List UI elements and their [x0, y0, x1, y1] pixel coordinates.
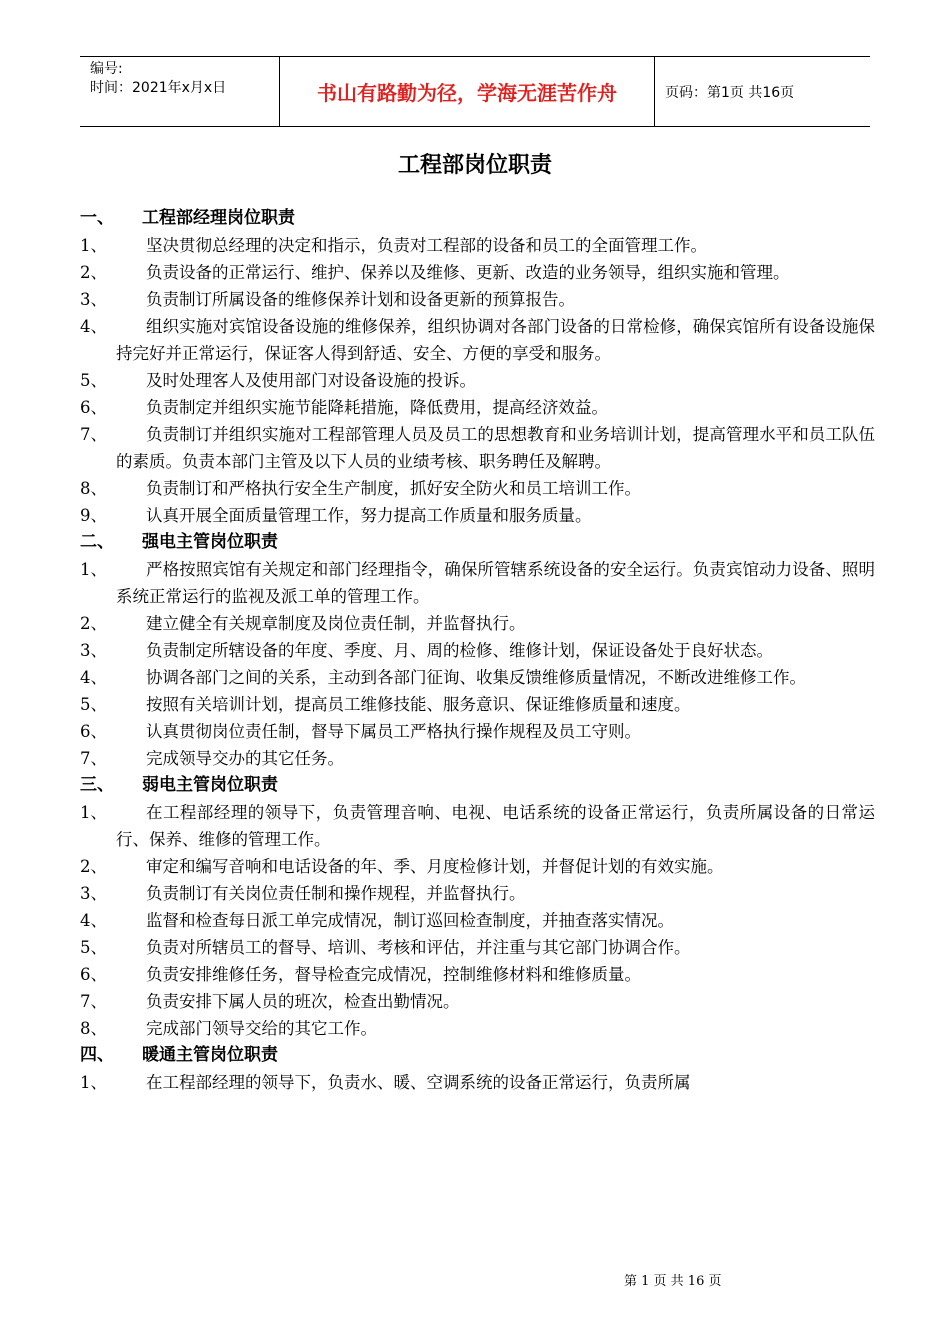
list-item-text: 组织实施对宾馆设备设施的维修保养，组织协调对各部门设备的日常检修，确保宾馆所有设备设施保持完好并正常运行，保证客人得到舒适、安全、方便的享受和服务。 — [116, 317, 875, 363]
list-item-text: 认真开展全面质量管理工作，努力提高工作质量和服务质量。 — [146, 506, 592, 525]
section-heading — [80, 772, 875, 799]
list-item-text: 认真贯彻岗位责任制，督导下属员工严格执行操作规程及员工守则。 — [146, 722, 641, 741]
list-item-number: 7、 — [80, 749, 107, 768]
list-item-text: 负责安排维修任务，督导检查完成情况，控制维修材料和维修质量。 — [146, 965, 641, 984]
list-item-number: 1、 — [80, 560, 107, 579]
list-item-number: 7、 — [80, 425, 107, 444]
list-item — [80, 907, 875, 934]
list-item-number: 4、 — [80, 317, 107, 336]
list-item-number: 8、 — [80, 479, 107, 498]
list-item — [80, 475, 875, 502]
list-item-number: 7、 — [80, 992, 107, 1011]
section-heading — [80, 205, 875, 232]
list-item-text: 负责制订有关岗位责任制和操作规程，并监督执行。 — [146, 884, 526, 903]
list-item — [80, 259, 875, 286]
list-item-number: 5、 — [80, 938, 107, 957]
list-item-number: 6、 — [80, 722, 107, 741]
section-title: 弱电主管岗位职责 — [142, 775, 278, 795]
header-page-info: 页码：第1页 共16页 — [665, 84, 795, 101]
list-item-text: 负责安排下属人员的班次，检查出勤情况。 — [146, 992, 460, 1011]
list-item-text: 监督和检查每日派工单完成情况，制订巡回检查制度，并抽查落实情况。 — [146, 911, 674, 930]
list-item-number: 8、 — [80, 1019, 107, 1038]
section-title: 工程部经理岗位职责 — [142, 208, 295, 228]
list-item-number: 6、 — [80, 965, 107, 984]
list-item-text: 负责制订并组织实施对工程部管理人员及员工的思想教育和业务培训计划，提高管理水平和员工队伍的素质。负责本部门主管及以下人员的业绩考核、职务聘任及解聘。 — [116, 425, 875, 471]
list-item — [80, 691, 875, 718]
list-item-number: 2、 — [80, 614, 107, 633]
list-item-text: 负责制定并组织实施节能降耗措施，降低费用，提高经济效益。 — [146, 398, 608, 417]
list-item-number: 5、 — [80, 371, 107, 390]
list-item-text: 在工程部经理的领导下，负责水、暖、空调系统的设备正常运行，负责所属 — [146, 1073, 691, 1092]
list-item — [80, 934, 875, 961]
document-title: 工程部岗位职责 — [397, 153, 552, 178]
header-meta — [80, 57, 280, 126]
list-item-number: 3、 — [80, 884, 107, 903]
document-time-label: 时间：2021年x月x日 — [90, 80, 227, 96]
list-item-text: 严格按照宾馆有关规定和部门经理指令，确保所管辖系统设备的安全运行。负责宾馆动力设备、照明系统正常运行的监视及派工单的管理工作。 — [116, 560, 875, 606]
list-item — [80, 610, 875, 637]
list-item — [80, 745, 875, 772]
header-motto: 书山有路勤为径，学海无涯苦作舟 — [280, 57, 655, 126]
list-item-text: 负责对所辖员工的督导、培训、考核和评估，并注重与其它部门协调合作。 — [146, 938, 691, 957]
list-item — [80, 1069, 875, 1096]
list-item — [80, 367, 875, 394]
section-heading — [80, 529, 875, 556]
list-item — [80, 421, 875, 475]
list-item-number: 1、 — [80, 236, 107, 255]
section-title: 强电主管岗位职责 — [142, 532, 278, 552]
list-item — [80, 313, 875, 367]
list-item — [80, 637, 875, 664]
list-item — [80, 232, 875, 259]
list-item-number: 4、 — [80, 911, 107, 930]
list-item-number: 3、 — [80, 641, 107, 660]
list-item — [80, 853, 875, 880]
list-item — [80, 799, 875, 853]
list-item — [80, 718, 875, 745]
list-item — [80, 880, 875, 907]
list-item-text: 完成部门领导交给的其它工作。 — [146, 1019, 377, 1038]
list-item-text: 审定和编写音响和电话设备的年、季、月度检修计划，并督促计划的有效实施。 — [146, 857, 724, 876]
list-item-text: 协调各部门之间的关系，主动到各部门征询、收集反馈维修质量情况，不断改进维修工作。 — [146, 668, 806, 687]
section-number: 二、 — [80, 532, 114, 552]
list-item — [80, 1015, 875, 1042]
list-item-text: 坚决贯彻总经理的决定和指示，负责对工程部的设备和员工的全面管理工作。 — [146, 236, 707, 255]
list-item-number: 2、 — [80, 857, 107, 876]
list-item-text: 及时处理客人及使用部门对设备设施的投诉。 — [146, 371, 476, 390]
list-item — [80, 961, 875, 988]
page-header — [80, 56, 870, 127]
list-item-number: 4、 — [80, 668, 107, 687]
list-item — [80, 988, 875, 1015]
list-item-number: 3、 — [80, 290, 107, 309]
list-item-number: 6、 — [80, 398, 107, 417]
list-item-text: 按照有关培训计划，提高员工维修技能、服务意识、保证维修质量和速度。 — [146, 695, 691, 714]
page-footer: 第 1 页 共 16 页 — [624, 1274, 722, 1289]
document-body — [80, 205, 875, 1096]
list-item-text: 负责制订和严格执行安全生产制度，抓好安全防火和员工培训工作。 — [146, 479, 641, 498]
list-item-text: 负责设备的正常运行、维护、保养以及维修、更新、改造的业务领导，组织实施和管理。 — [146, 263, 790, 282]
section-heading — [80, 1042, 875, 1069]
section-number: 四、 — [80, 1045, 114, 1065]
list-item-text: 负责制定所辖设备的年度、季度、月、周的检修、维修计划，保证设备处于良好状态。 — [146, 641, 773, 660]
document-number-label: 编号: — [90, 61, 123, 77]
list-item-text: 负责制订所属设备的维修保养计划和设备更新的预算报告。 — [146, 290, 575, 309]
list-item-number: 5、 — [80, 695, 107, 714]
list-item-number: 2、 — [80, 263, 107, 282]
section-number: 三、 — [80, 775, 114, 795]
list-item — [80, 286, 875, 313]
section-title: 暖通主管岗位职责 — [142, 1045, 278, 1065]
list-item-number: 9、 — [80, 506, 107, 525]
list-item — [80, 502, 875, 529]
section-number: 一、 — [80, 208, 114, 228]
list-item — [80, 394, 875, 421]
list-item-text: 完成领导交办的其它任务。 — [146, 749, 344, 768]
list-item-number: 1、 — [80, 1073, 107, 1092]
list-item — [80, 556, 875, 610]
list-item-text: 建立健全有关规章制度及岗位责任制，并监督执行。 — [146, 614, 526, 633]
list-item — [80, 664, 875, 691]
list-item-number: 1、 — [80, 803, 107, 822]
list-item-text: 在工程部经理的领导下，负责管理音响、电视、电话系统的设备正常运行，负责所属设备的日常运行、保养、维修的管理工作。 — [116, 803, 875, 849]
